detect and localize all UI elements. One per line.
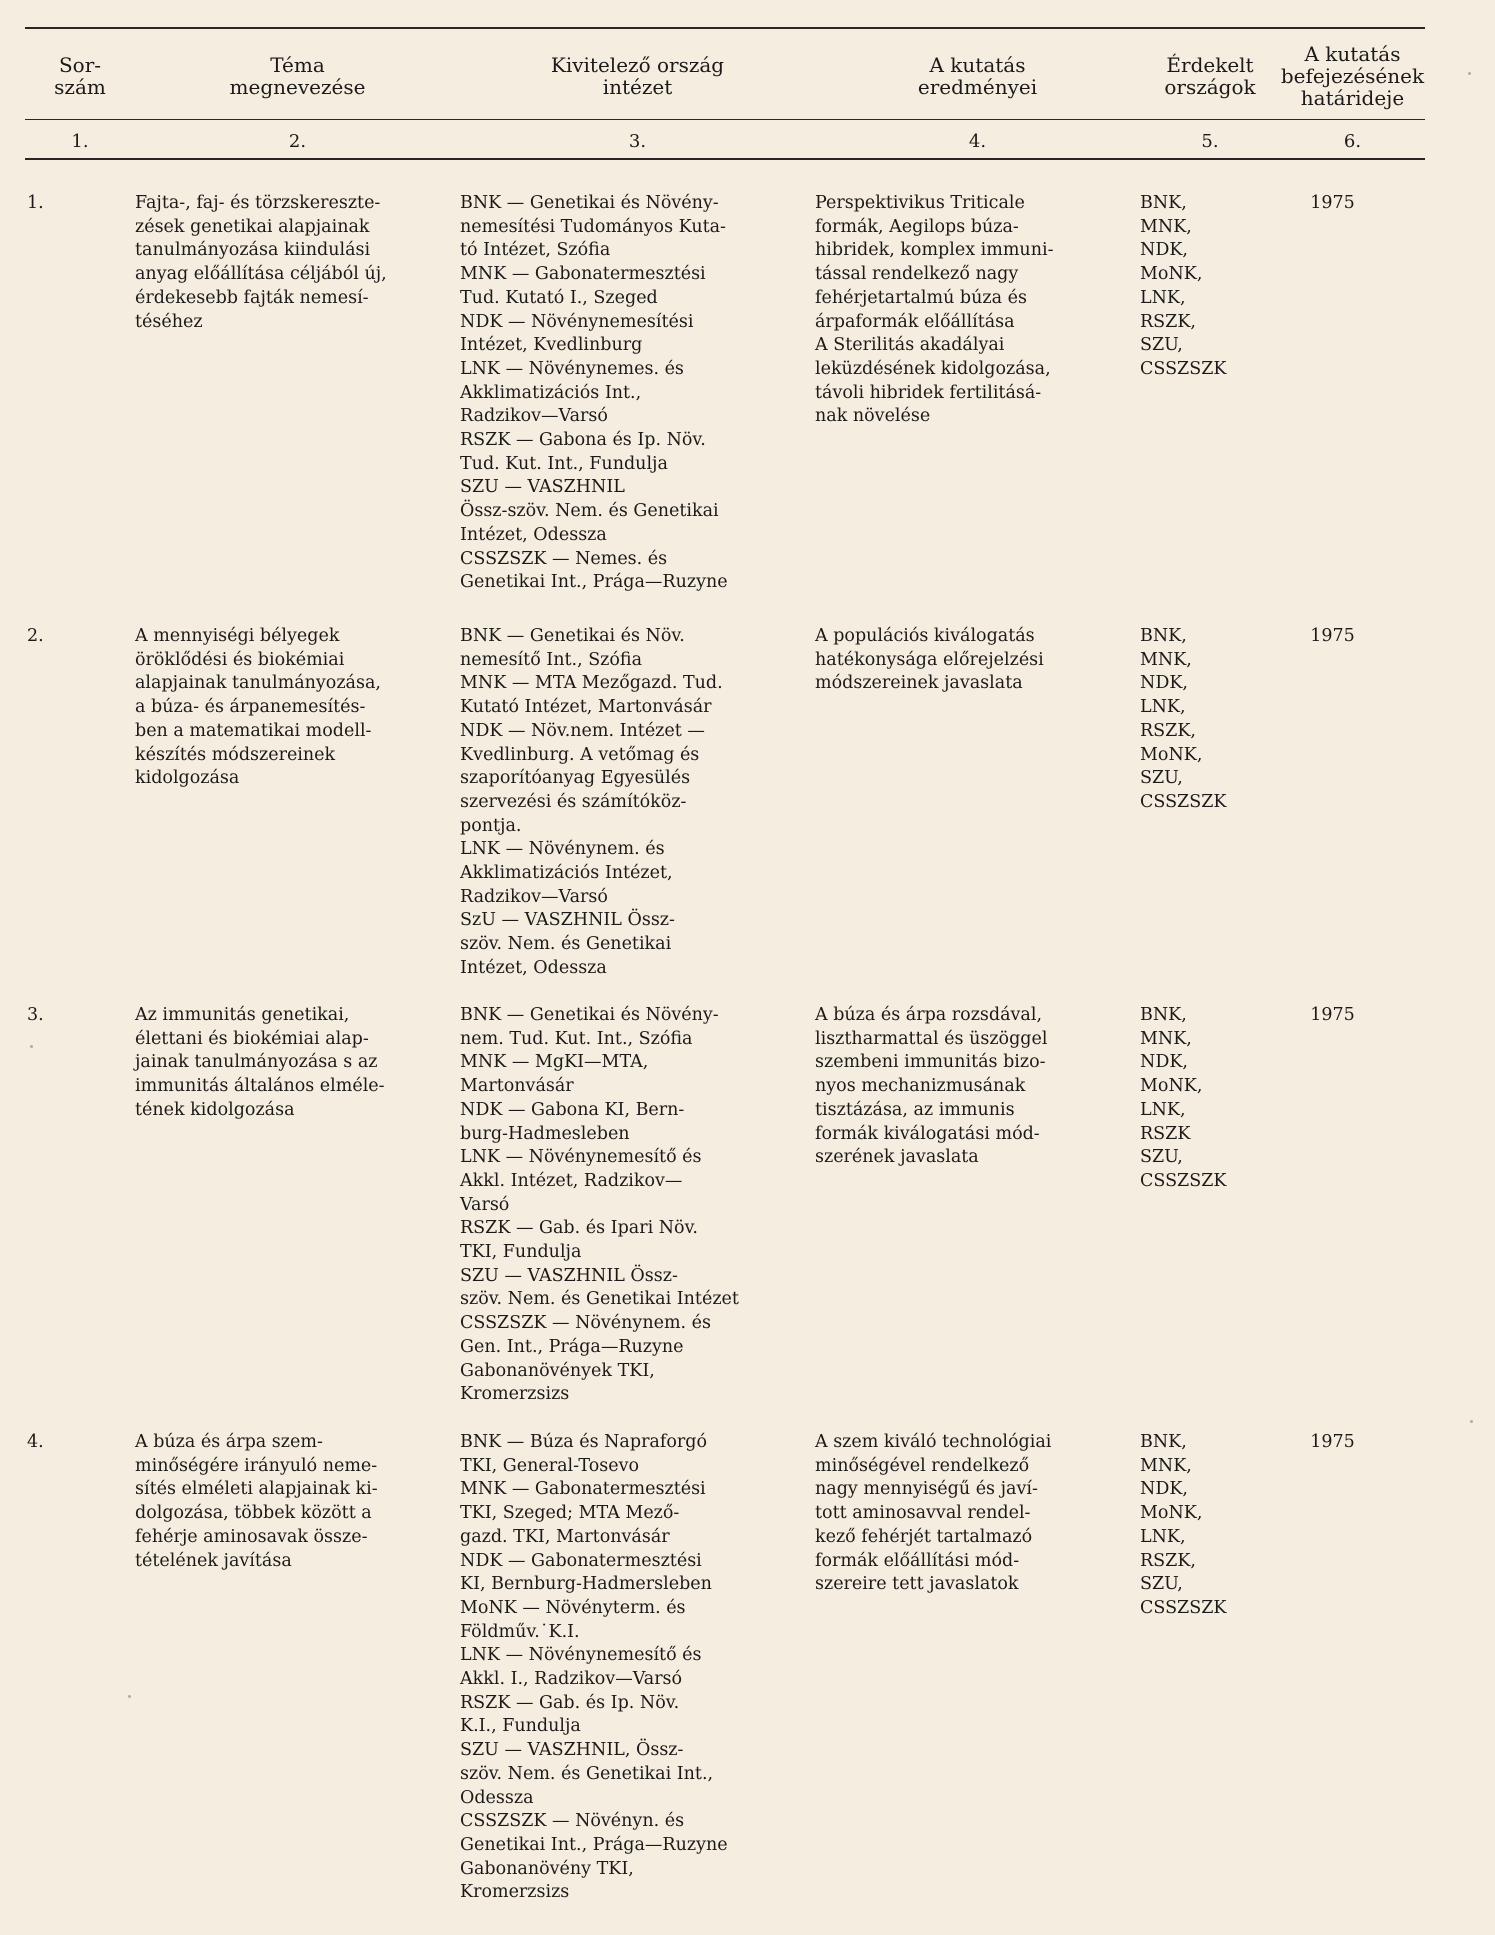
research-table <box>25 27 1425 1903</box>
row-deadline: 1975 <box>1310 193 1355 213</box>
column-number: 5. <box>1201 130 1219 152</box>
row-countries: BNK, MNK, NDK, MoNK, LNK, RSZK, SZU, CSSZSZK <box>1140 1432 1227 1618</box>
row-results: A szem kiváló technológiai minőségével rendelkező nagy mennyiségű és javí- tott aminosavval rendel- kező fehérjét tartalmazó formák előállítási mód- szereire tett javaslatok <box>815 1432 1052 1595</box>
column-number: 1. <box>71 130 89 152</box>
table-row <box>25 192 1425 595</box>
table-row <box>25 1431 1425 1905</box>
paper-speck <box>30 1045 33 1048</box>
row-countries: BNK, MNK, NDK, LNK, RSZK, MoNK, SZU, CSSZSZK <box>1140 626 1227 812</box>
table-row <box>25 625 1425 981</box>
row-results: Perspektivikus Triticale formák, Aegilops búza- hibridek, komplex immuni- tással rendelkező nagy fehérjetartalmú búza és árpaformák előállítása A Sterilitás akadályai leküzdésének kidolgozása, távoli hibridek fertilitásá- nak növelése <box>815 193 1054 427</box>
row-results: A búza és árpa rozsdával, lisztharmattal és üszöggel szembeni immunitás bizo- nyos mechanizmusának tisztázása, az immunis formák kiválogatási mód- szerének javaslata <box>815 1005 1048 1168</box>
header-eredmenyek: A kutatás eredményei <box>917 53 1038 99</box>
row-number: 2. <box>27 626 44 646</box>
header-hatarido: A kutatás befejezésének határideje <box>1280 42 1425 110</box>
row-deadline: 1975 <box>1310 1432 1355 1452</box>
row-countries: BNK, MNK, NDK, MoNK, LNK, RSZK, SZU, CSSZSZK <box>1140 193 1227 379</box>
row-institutes: BNK — Genetikai és Növ. nemesítő Int., Szófia MNK — MTA Mezőgazd. Tud. Kutató Intézet, Martonvásár NDK — Növ.nem. Intézet — Kvedlinburg. A vetőmag és szaporítóanyag Egyesülés szervezési és számítóköz- pontja. LNK — Növénynem. és Akklimatizációs Intézet, Radzikov—Varsó SzU — VASZHNIL Össz- szöv. Nem. és Genetikai Intézet, Odessza <box>460 626 723 978</box>
paper-speck <box>1470 1420 1473 1423</box>
paper-speck <box>1468 72 1471 75</box>
column-number-row <box>25 119 1425 160</box>
row-institutes: BNK — Búza és Napraforgó TKI, General-Tosevo MNK — Gabonatermesztési TKI, Szeged; MTA Mező- gazd. TKI, Martonvásár NDK — Gabonatermesztési KI, Bernburg-Hadmersleben MoNK — Növényterm. és Földműv.˙K.I. LNK — Növénynemesítő és Akkl. I., Radzikov—Varsó RSZK — Gab. és Ip. Növ. K.I., Fundulja SZU — VASZHNIL, Össz- szöv. Nem. és Genetikai Int., Odessza CSSZSZK — Növényn. és Genetikai Int., Prága—Ruzyne Gabonanövény TKI, Kromerzsizs <box>460 1432 728 1903</box>
row-topic: A búza és árpa szem- minőségére irányuló neme- sítés elméleti alapjainak ki- dolgozása, többek között a fehérje aminosavak össze- tételének javítása <box>135 1432 378 1571</box>
column-number: 4. <box>968 130 987 152</box>
row-topic: A mennyiségi bélyegek öröklődési és biokémiai alapjainak tanulmányozása, a búza- és árpanemesítés- ben a matematikai modell- készítés módszereinek kidolgozása <box>135 626 381 789</box>
row-deadline: 1975 <box>1310 626 1355 646</box>
row-number: 4. <box>27 1432 44 1452</box>
column-number: 3. <box>628 130 647 152</box>
row-institutes: BNK — Genetikai és Növény- nemesítési Tudományos Kuta- tó Intézet, Szófia MNK — Gabonatermesztési Tud. Kutató I., Szeged NDK — Növénynemesítési Intézet, Kvedlinburg LNK — Növénynemes. és Akklimatizációs Int., Radzikov—Varsó RSZK — Gabona és Ip. Növ. Tud. Kut. Int., Fundulja SZU — VASZHNIL Össz-szöv. Nem. és Genetikai Intézet, Odessza CSSZSZK — Nemes. és Genetikai Int., Prága—Ruzyne <box>460 193 728 593</box>
header-kivitelezo: Kivitelező ország intézet <box>550 53 725 99</box>
header-orszagok: Érdekelt országok <box>1164 53 1256 99</box>
row-topic: Fajta-, faj- és törzskereszte- zések genetikai alapjainak tanulmányozása kiindulási anyag előállítása céljából új, érdekesebb fajták nemesí- téséhez <box>135 193 387 332</box>
paper-speck <box>128 1695 131 1698</box>
row-number: 3. <box>27 1005 44 1025</box>
row-results: A populációs kiválogatás hatékonysága előrejelzési módszereinek javaslata <box>815 626 1044 694</box>
column-number: 6. <box>1343 130 1362 152</box>
row-deadline: 1975 <box>1310 1005 1355 1025</box>
row-institutes: BNK — Genetikai és Növény- nem. Tud. Kut. Int., Szófia MNK — MgKI—MTA, Martonvásár NDK — Gabona KI, Bern- burg-Hadmesleben LNK — Növénynemesítő és Akkl. Intézet, Radzikov— Varsó RSZK — Gab. és Ipari Növ. TKI, Fundulja SZU — VASZHNIL Össz- szöv. Nem. és Genetikai Intézet CSSZSZK — Növénynem. és Gen. Int., Prága—Ruzyne Gabonanövények TKI, Kromerzsizs <box>460 1005 739 1405</box>
header-sorszam: Sor- szám <box>54 53 106 99</box>
row-topic: Az immunitás genetikai, élettani és biokémiai alap- jainak tanulmányozása s az immunitás általános elméle- tének kidolgozása <box>135 1005 385 1120</box>
row-countries: BNK, MNK, NDK, MoNK, LNK, RSZK SZU, CSSZSZK <box>1140 1005 1227 1191</box>
table-header-row <box>25 29 1425 119</box>
row-number: 1. <box>27 193 44 213</box>
column-number: 2. <box>288 130 307 152</box>
table-row <box>25 1004 1425 1407</box>
header-tema: Téma megnevezése <box>229 53 366 99</box>
